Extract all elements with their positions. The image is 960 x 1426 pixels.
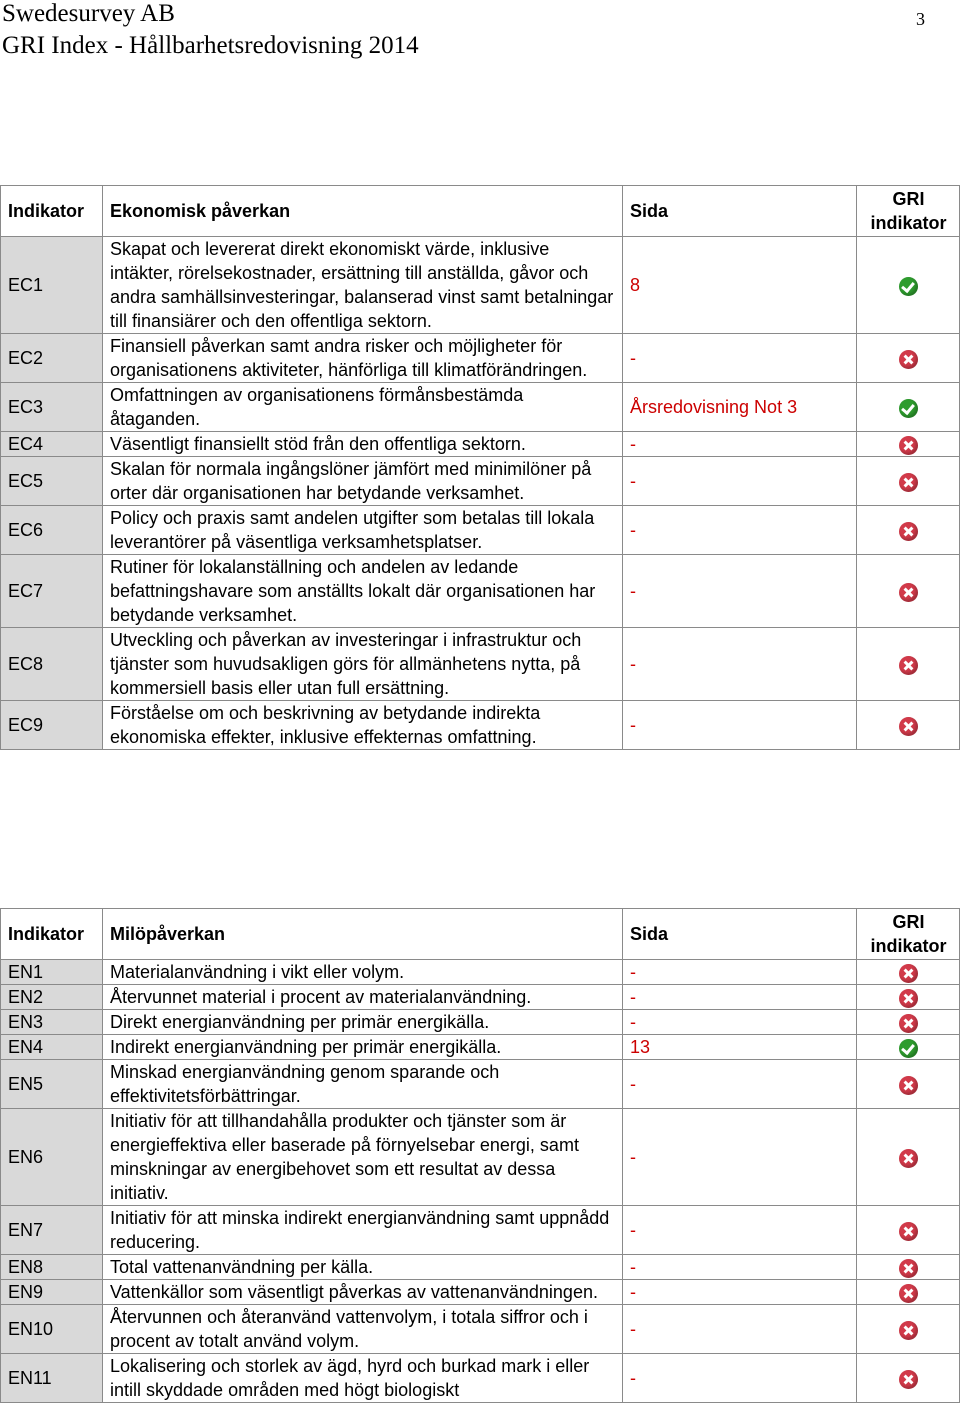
indicator-code: EN9	[1, 1280, 103, 1305]
cross-icon	[899, 1259, 918, 1278]
table-row	[1, 1060, 960, 1109]
indicator-description: Väsentligt finansiellt stöd från den offentliga sektorn.	[103, 432, 623, 457]
environment-impact-table	[0, 908, 960, 1403]
indicator-description: Policy och praxis samt andelen utgifter som betalas till lokala leverantörer på väsentliga verksamhetsplatser.	[103, 506, 623, 555]
table-row	[1, 628, 960, 701]
gri-status-cell	[857, 1354, 960, 1403]
gri-status-cell	[857, 1060, 960, 1109]
economic-table-body	[1, 237, 960, 750]
gri-status-cell	[857, 1280, 960, 1305]
column-header-sida: Sida	[623, 186, 857, 237]
indicator-code: EN1	[1, 960, 103, 985]
page-reference: -	[623, 1305, 857, 1354]
indicator-code: EC6	[1, 506, 103, 555]
indicator-description: Förståelse om och beskrivning av betydande indirekta ekonomiska effekter, inklusive effekternas omfattning.	[103, 701, 623, 750]
gri-status-cell	[857, 1109, 960, 1206]
indicator-code: EN2	[1, 985, 103, 1010]
document-subtitle: GRI Index - Hållbarhetsredovisning 2014	[2, 32, 419, 59]
indicator-description: Utveckling och påverkan av investeringar i infrastruktur och tjänster som huvudsakligen görs för allmänhetens nytta, på kommersiell basis eller utan full ersättning.	[103, 628, 623, 701]
gri-status-cell	[857, 985, 960, 1010]
table-row	[1, 960, 960, 985]
table-row	[1, 1035, 960, 1060]
indicator-code: EC5	[1, 457, 103, 506]
gri-status-cell	[857, 237, 960, 334]
page-reference: 8	[623, 237, 857, 334]
page-number: 3	[916, 9, 925, 29]
gri-status-cell	[857, 555, 960, 628]
indicator-description: Omfattningen av organisationens förmånsbestämda åtaganden.	[103, 383, 623, 432]
gri-status-cell	[857, 1206, 960, 1255]
page-reference: -	[623, 985, 857, 1010]
table-row	[1, 237, 960, 334]
cross-icon	[899, 1076, 918, 1095]
cross-icon	[899, 964, 918, 983]
cross-icon	[899, 717, 918, 736]
cross-icon	[899, 473, 918, 492]
cross-icon	[899, 989, 918, 1008]
table-row	[1, 701, 960, 750]
cross-icon	[899, 350, 918, 369]
indicator-code: EN5	[1, 1060, 103, 1109]
table-row	[1, 506, 960, 555]
page-reference: -	[623, 432, 857, 457]
indicator-description: Återvunnen och återanvänd vattenvolym, i totala siffror och i procent av totalt använd volym.	[103, 1305, 623, 1354]
indicator-code: EN7	[1, 1206, 103, 1255]
gri-status-cell	[857, 628, 960, 701]
gri-status-cell	[857, 334, 960, 383]
check-icon	[899, 1039, 918, 1058]
indicator-description: Vattenkällor som väsentligt påverkas av vattenanvändningen.	[103, 1280, 623, 1305]
page-reference: -	[623, 701, 857, 750]
gri-status-cell	[857, 432, 960, 457]
indicator-description: Skapat och levererat direkt ekonomiskt värde, inklusive intäkter, rörelsekostnader, ersättning till anställda, gåvor och andra samhällsinvesteringar, balanserad vinst samt betalningar till finansiärer och den offentliga sektorn.	[103, 237, 623, 334]
table-row	[1, 555, 960, 628]
page-reference: -	[623, 960, 857, 985]
gri-status-cell	[857, 1255, 960, 1280]
column-header-sida: Sida	[623, 909, 857, 960]
indicator-code: EC3	[1, 383, 103, 432]
environment-table-body	[1, 960, 960, 1403]
indicator-code: EN11	[1, 1354, 103, 1403]
cross-icon	[899, 436, 918, 455]
cross-icon	[899, 1222, 918, 1241]
indicator-description: Finansiell påverkan samt andra risker och möjligheter för organisationens aktiviteter, hänförliga till klimatförändringen.	[103, 334, 623, 383]
page-reference: Årsredovisning Not 3	[623, 383, 857, 432]
indicator-description: Materialanvändning i vikt eller volym.	[103, 960, 623, 985]
indicator-code: EN8	[1, 1255, 103, 1280]
table-header-row	[1, 186, 960, 237]
gri-status-cell	[857, 960, 960, 985]
indicator-description: Initiativ för att tillhandahålla produkter och tjänster som är energieffektiva eller baserade på förnyelsebar energi, samt minskningar av energibehovet som ett resultat av dessa initiativ.	[103, 1109, 623, 1206]
page-reference: -	[623, 1010, 857, 1035]
indicator-description: Minskad energianvändning genom sparande och effektivitetsförbättringar.	[103, 1060, 623, 1109]
company-name: Swedesurvey AB	[2, 0, 175, 27]
page-reference: -	[623, 1109, 857, 1206]
page-reference: -	[623, 506, 857, 555]
indicator-description: Indirekt energianvändning per primär energikälla.	[103, 1035, 623, 1060]
column-header-gri: GRI indikator	[857, 186, 960, 237]
indicator-code: EC7	[1, 555, 103, 628]
gri-status-cell	[857, 701, 960, 750]
cross-icon	[899, 583, 918, 602]
gri-status-cell	[857, 1035, 960, 1060]
indicator-code: EC9	[1, 701, 103, 750]
economic-impact-table	[0, 185, 960, 750]
indicator-code: EC2	[1, 334, 103, 383]
indicator-description: Direkt energianvändning per primär energikälla.	[103, 1010, 623, 1035]
page-reference: -	[623, 1060, 857, 1109]
indicator-description: Skalan för normala ingångslöner jämfört med minimilöner på orter där organisationen har betydande verksamhet.	[103, 457, 623, 506]
page-reference: -	[623, 1354, 857, 1403]
gri-status-cell	[857, 457, 960, 506]
page-reference: -	[623, 1280, 857, 1305]
table-row	[1, 432, 960, 457]
indicator-code: EC8	[1, 628, 103, 701]
indicator-code: EN6	[1, 1109, 103, 1206]
check-icon	[899, 399, 918, 418]
page-reference: -	[623, 1255, 857, 1280]
indicator-description: Total vattenanvändning per källa.	[103, 1255, 623, 1280]
indicator-description: Initiativ för att minska indirekt energianvändning samt uppnådd reducering.	[103, 1206, 623, 1255]
column-header-title: Milöpåverkan	[103, 909, 623, 960]
table-row	[1, 457, 960, 506]
indicator-code: EC4	[1, 432, 103, 457]
indicator-code: EC1	[1, 237, 103, 334]
table-row	[1, 1255, 960, 1280]
table-row	[1, 1206, 960, 1255]
check-icon	[899, 277, 918, 296]
cross-icon	[899, 522, 918, 541]
indicator-description: Återvunnet material i procent av materialanvändning.	[103, 985, 623, 1010]
table-row	[1, 334, 960, 383]
page-reference: -	[623, 628, 857, 701]
page-reference: -	[623, 334, 857, 383]
gri-status-cell	[857, 1010, 960, 1035]
table-row	[1, 1305, 960, 1354]
page-reference: -	[623, 1206, 857, 1255]
gri-status-cell	[857, 506, 960, 555]
gri-status-cell	[857, 383, 960, 432]
indicator-code: EN4	[1, 1035, 103, 1060]
table-row	[1, 1280, 960, 1305]
table-row	[1, 383, 960, 432]
table-row	[1, 1354, 960, 1403]
table-header-row	[1, 909, 960, 960]
indicator-code: EN3	[1, 1010, 103, 1035]
cross-icon	[899, 656, 918, 675]
cross-icon	[899, 1149, 918, 1168]
cross-icon	[899, 1370, 918, 1389]
column-header-gri: GRI indikator	[857, 909, 960, 960]
indicator-description: Rutiner för lokalanställning och andelen av ledande befattningshavare som anställts lokalt där organisationen har betydande verksamhet.	[103, 555, 623, 628]
page-reference: -	[623, 457, 857, 506]
page-reference: -	[623, 555, 857, 628]
gri-status-cell	[857, 1305, 960, 1354]
column-header-indikator: Indikator	[1, 909, 103, 960]
column-header-title: Ekonomisk påverkan	[103, 186, 623, 237]
table-row	[1, 1010, 960, 1035]
indicator-code: EN10	[1, 1305, 103, 1354]
indicator-description: Lokalisering och storlek av ägd, hyrd och burkad mark i eller intill skyddade områden med högt biologiskt	[103, 1354, 623, 1403]
cross-icon	[899, 1014, 918, 1033]
cross-icon	[899, 1321, 918, 1340]
table-row	[1, 1109, 960, 1206]
table-row	[1, 985, 960, 1010]
column-header-indikator: Indikator	[1, 186, 103, 237]
page-reference: 13	[623, 1035, 857, 1060]
cross-icon	[899, 1284, 918, 1303]
